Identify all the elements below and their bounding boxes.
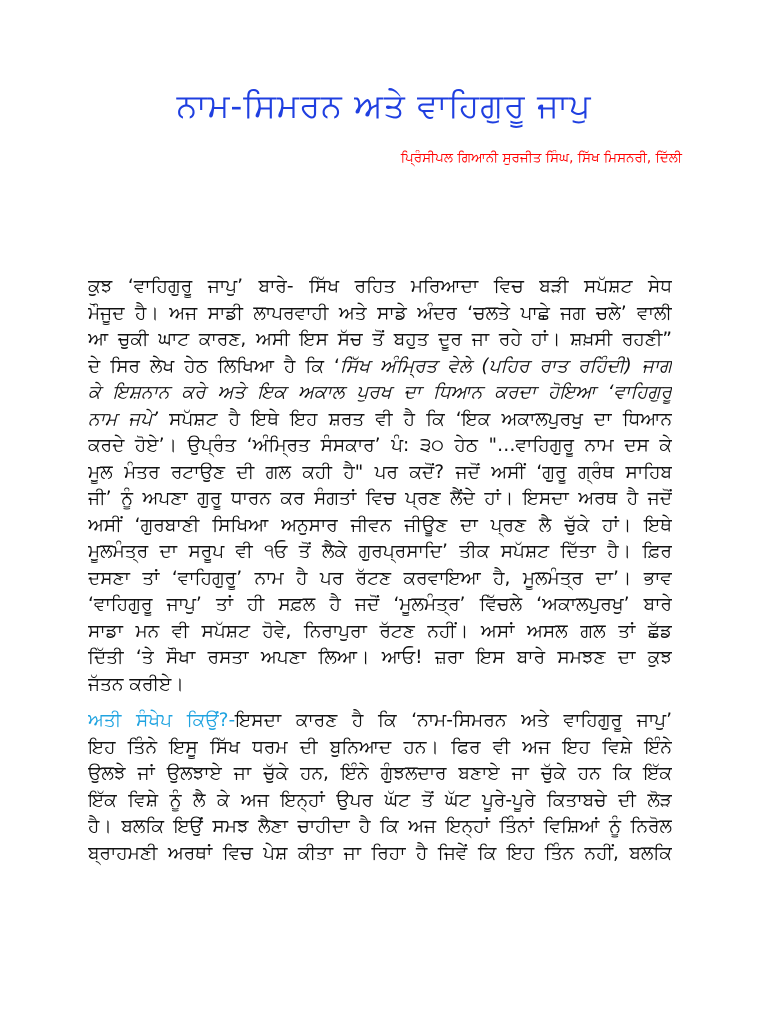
text-line: ਜੀ’ ਨੂੰ ਅਪਣਾ ਗੁਰੂ ਧਾਰਨ ਕਰ ਸੰਗਤਾਂ ਵਿਚ ਪ੍ਰਣ ਲੈਂਦੇ ਹਾਂ। ਇਸਦਾ ਅਰਥ ਹੈ ਜਦੋਂ xyxy=(88,488,672,509)
text-segment: ਦੇ ਸਿਰ ਲੇਖ ਹੇਠ ਲਿਖਿਆ ਹੈ ਕਿ ‘ xyxy=(88,355,340,377)
text-line: ਜੱਤਨ ਕਰੀਏ। xyxy=(88,673,184,695)
text-line: ਦਸਣਾ ਤਾਂ ‘ਵਾਹਿਗੁਰੂ’ ਨਾਮ ਹੈ ਪਰ ਰੱਟਣ ਕਰਵਾਇਆ ਹੈ, ਮੂਲਮੰਤ੍ਰ ਦਾ’। ਭਾਵ xyxy=(88,567,672,589)
paragraph-gap xyxy=(88,698,672,708)
text-line-mixed xyxy=(88,354,672,381)
author-byline: ਪ੍ਰਿੰਸੀਪਲ ਗਿਆਨੀ ਸੁਰਜੀਤ ਸਿੰਘ, ਸਿੱਖ ਮਿਸਨਰੀ, ਦਿੱਲੀ xyxy=(400,150,682,166)
quoted-rule-text: ਕੇ ਇਸ਼ਨਾਨ ਕਰੇ ਅਤੇ ਇਕ ਅਕਾਲ ਪੁਰਖ ਦਾ ਧਿਆਨ ਕਰਦਾ ਹੋਇਆ ‘ਵਾਹਿਗੁਰੂ xyxy=(88,382,672,403)
text-line: ‘ਵਾਹਿਗੁਰੂ ਜਾਪੁ’ ਤਾਂ ਹੀ ਸਫ਼ਲ ਹੈ ਜਦੋਂ ‘ਮੂਲਮੰਤ੍ਰ’ ਵਿੱਚਲੇ ‘ਅਕਾਲਪੁਰਖੁ’ ਬਾਰੇ xyxy=(88,594,672,615)
body-text xyxy=(88,274,672,867)
text-line: ਬ੍ਰਾਹਮਣੀ ਅਰਥਾਂ ਵਿਚ ਪੇਸ਼ ਕੀਤਾ ਜਾ ਰਿਹਾ ਹੈ ਜਿਵੇਂ ਕਿ ਇਹ ਤਿੰਨ ਨਹੀਂ, ਬਲਕਿ xyxy=(88,842,672,864)
text-line: ਉਲਝੇ ਜਾਂ ਉਲਝਾਏ ਜਾ ਚੁੱਕੇ ਹਨ, ਇੰਨੇ ਗੁੰਝਲਦਾਰ ਬਣਾਏ ਜਾ ਚੁੱਕੇ ਹਨ ਕਿ ਇੱਕ xyxy=(88,763,672,784)
text-line: ਇੱਕ ਵਿਸ਼ੇ ਨੂੰ ਲੈ ਕੇ ਅਜ ਇਨ੍ਹਾਂ ਉਪਰ ਘੱਟ ਤੋਂ ਘੱਟ ਪੂਰੇ-ਪੂਰੇ ਕਿਤਾਬਚੇ ਦੀ ਲੋੜ xyxy=(88,789,672,811)
text-line: ਹੈ। ਬਲਕਿ ਇਉਂ ਸਮਝ ਲੈਣਾ ਚਾਹੀਦਾ ਹੈ ਕਿ ਅਜ ਇਨ੍ਹਾਂ ਤਿੰਨਾਂ ਵਿਸ਼ਿਆਂ ਨੂੰ ਨਿਰੋਲ xyxy=(88,816,672,837)
text-line-mixed xyxy=(88,407,672,434)
document-title: ਨਾਮ-ਸਿਮਰਨ ਅਤੇ ਵਾਹਿਗੁਰੂ ਜਾਪੁ xyxy=(176,86,592,125)
text-segment: ਇਸਦਾ ਕਾਰਣ ਹੈ ਕਿ ‘ਨਾਮ-ਸਿਮਰਨ ਅਤੇ ਵਾਹਿਗੁਰੂ ਜਾਪੁ’ xyxy=(235,710,672,731)
text-line: ਮੂਲ ਮੰਤਰ ਰਟਾਉਣ ਦੀ ਗਲ ਕਹੀ ਹੈ" ਪਰ ਕਦੋਂ? ਜਦੋਂ ਅਸੀਂ ‘ਗੁਰੂ ਗ੍ਰੰਥ ਸਾਹਿਬ xyxy=(88,461,672,483)
section-heading: ਅਤੀ ਸੰਖੇਪ ਕਿਉਂ?- xyxy=(88,710,236,731)
text-line: ਕੁਝ ‘ਵਾਹਿਗੁਰੂ ਜਾਪੁ’ ਬਾਰੇ- ਸਿੱਖ ਰਹਿਤ ਮਰਿਆਦਾ ਵਿਚ ਬੜੀ ਸਪੱਸ਼ਟ ਸੇਧ xyxy=(88,276,672,297)
text-line: ਮੂਲਮੰਤ੍ਰ ਦਾ ਸਰੂਪ ਵੀ ੧ਓ ਤੋਂ ਲੈਕੇ ਗੁਰਪ੍ਰਸਾਦਿ’ ਤੀਕ ਸਪੱਸ਼ਟ ਦਿੱਤਾ ਹੈ। ਫ਼ਿਰ xyxy=(88,541,672,562)
text-line: ਮੌਜੂਦ ਹੈ। ਅਜ ਸਾਡੀ ਲਾਪਰਵਾਹੀ ਅਤੇ ਸਾਡੇ ਅੰਦਰ ‘ਚਲਤੇ ਪਾਛੇ ਜਗ ਚਲੇ’ ਵਾਲੀ xyxy=(88,302,672,324)
text-line: ਆ ਚੁਕੀ ਘਾਟ ਕਾਰਣ, ਅਸੀ ਇਸ ਸੱਚ ਤੋਂ ਬਹੁਤ ਦੂਰ ਜਾ ਰਹੇ ਹਾਂ। ਸ਼ਖ਼ਸੀ ਰਹਣੀ” xyxy=(88,329,672,350)
text-line: ਸਾਡਾ ਮਨ ਵੀ ਸਪੱਸ਼ਟ ਹੋਵੇ, ਨਿਰਾਪੁਰਾ ਰੱਟਣ ਨਹੀਂ। ਅਸਾਂ ਅਸਲ ਗਲ ਤਾਂ ਛੱਡ xyxy=(88,620,672,642)
quoted-rule-text: ਸਿੱਖ ਅੰਮ੍ਰਿਤ ਵੇਲੇ (ਪਹਿਰ ਰਾਤ ਰਹਿੰਦੀ) ਜਾਗ xyxy=(339,355,672,377)
text-line-mixed xyxy=(88,708,672,735)
text-segment: ਸਪੱਸ਼ਟ ਹੈ ਇਥੇ ਇਹ ਸ਼ਰਤ ਵੀ ਹੈ ਕਿ ‘ਇਕ ਅਕਾਲਪੁਰਖੁ ਦਾ ਧਿਆਨ xyxy=(158,408,672,430)
text-line: ਇਹ ਤਿੰਨੇ ਇਸੂ ਸਿੱਖ ਧਰਮ ਦੀ ਬੁਨਿਆਦ ਹਨ। ਫਿਰ ਵੀ ਅਜ ਇਹ ਵਿਸ਼ੇ ਇੰਨੇ xyxy=(88,736,672,758)
text-line: ਅਸੀਂ ‘ਗੁਰਬਾਣੀ ਸਿਖਿਆ ਅਨੁਸਾਰ ਜੀਵਨ ਜੀਊਣ ਦਾ ਪ੍ਰਣ ਲੈ ਚੁੱਕੇ ਹਾਂ। ਇਥੇ xyxy=(88,514,672,536)
text-line: ਦਿੱਤੀ ‘ਤੇ ਸੌਖਾ ਰਸਤਾ ਅਪਣਾ ਲਿਆ। ਆਓ! ਜ਼ਰਾ ਇਸ ਬਾਰੇ ਸਮਝਣ ਦਾ ਕੁਝ xyxy=(88,647,672,668)
text-line: ਕਰਦੇ ਹੋਏ’। ਉਪ੍ਰੰਤ ‘ਅੰਮ੍ਰਿਤ ਸੰਸਕਾਰ’ ਪੰ: ੩੦ ਹੇਠ "…ਵਾਹਿਗੁਰੂ ਨਾਮ ਦਸ ਕੇ xyxy=(88,435,672,456)
quoted-rule-text: ਨਾਮ ਜਪੇ’ xyxy=(88,408,159,430)
